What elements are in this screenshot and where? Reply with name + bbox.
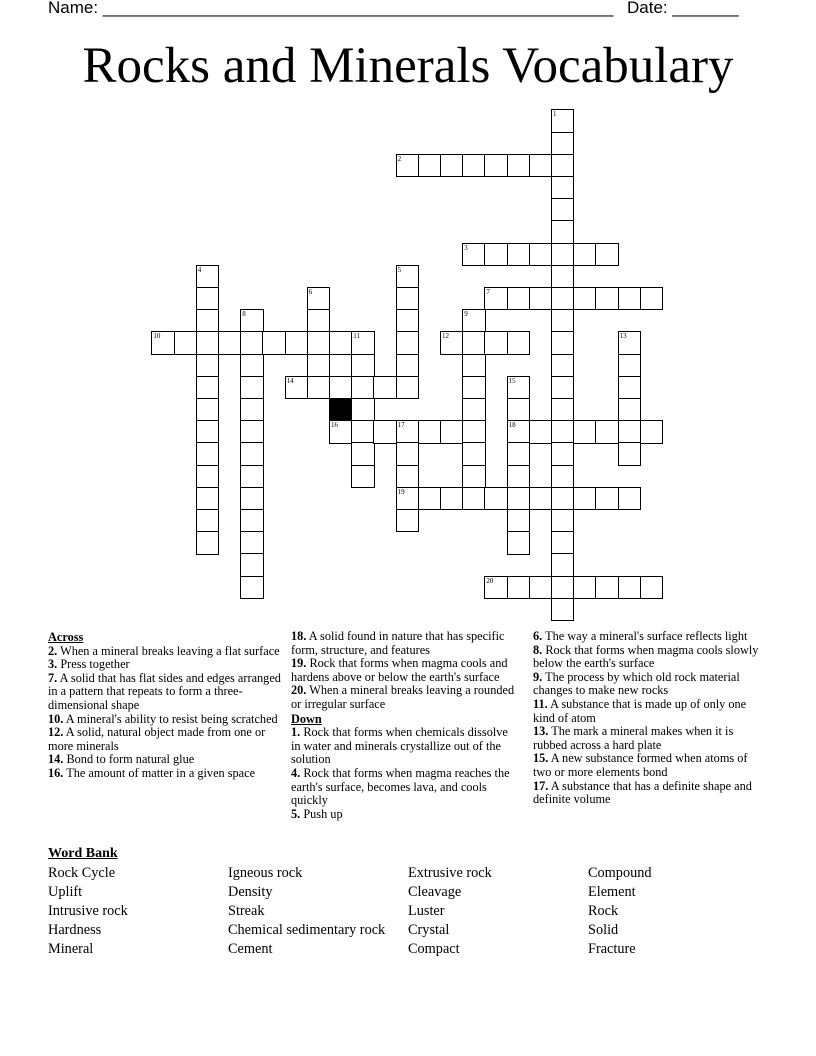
crossword-cell[interactable] <box>240 442 263 465</box>
crossword-cell[interactable] <box>551 398 574 421</box>
crossword-cell[interactable] <box>507 487 530 510</box>
crossword-cell[interactable] <box>396 331 419 354</box>
crossword-cell[interactable] <box>507 376 530 399</box>
clue-number: 3 <box>464 243 468 252</box>
crossword-cell[interactable] <box>618 398 641 421</box>
clue-down-17: 17. A substance that has a definite shape and definite volume <box>533 778 752 807</box>
crossword-cell[interactable] <box>551 331 574 354</box>
clue-down-4: 4. Rock that forms when magma reaches the earth's surface, becomes lava, and cools quickly <box>291 765 510 808</box>
crossword-cell[interactable] <box>595 420 618 443</box>
crossword-cell[interactable] <box>462 487 485 510</box>
crossword-cell[interactable] <box>595 487 618 510</box>
crossword-cell[interactable] <box>573 487 596 510</box>
crossword-cell[interactable] <box>240 354 263 377</box>
crossword-cell[interactable] <box>307 354 330 377</box>
crossword-cell[interactable] <box>196 465 219 488</box>
crossword-cell[interactable] <box>396 265 419 288</box>
crossword-cell[interactable] <box>507 398 530 421</box>
crossword-cell[interactable] <box>396 442 419 465</box>
word-bank-item: Crystal <box>408 921 450 938</box>
crossword-cell[interactable] <box>196 287 219 310</box>
crossword-cell[interactable] <box>440 420 463 443</box>
crossword-cell[interactable] <box>196 509 219 532</box>
crossword-cell[interactable] <box>507 465 530 488</box>
clue-number: 17 <box>397 421 405 430</box>
black-square <box>329 398 352 421</box>
clue-across-16: 16. The amount of matter in a given space <box>48 765 256 780</box>
crossword-cell[interactable] <box>507 243 530 266</box>
crossword-cell[interactable] <box>529 420 552 443</box>
word-bank-item: Fracture <box>588 940 636 957</box>
crossword-cell[interactable] <box>196 376 219 399</box>
clue-down-5: 5. Push up <box>291 806 343 821</box>
clue-across-20: 20. When a mineral breaks leaving a rounded or irregular surface <box>291 683 515 711</box>
clue-number: 7 <box>486 288 490 296</box>
word-bank-item: Rock <box>588 902 619 919</box>
crossword-cell[interactable] <box>418 487 441 510</box>
crossword-cell[interactable] <box>618 576 641 599</box>
clue-number: 5 <box>397 265 402 274</box>
crossword-cell[interactable] <box>529 287 552 310</box>
crossword-cell[interactable] <box>196 265 219 288</box>
crossword-cell[interactable] <box>551 309 574 332</box>
crossword-cell[interactable] <box>551 354 574 377</box>
clue-down-11: 11. A substance that is made up of only one kind of atom <box>533 696 747 725</box>
crossword-cell[interactable] <box>240 509 263 532</box>
clue-down-13: 13. The mark a mineral makes when it is rubbed across a hard plate <box>533 724 734 752</box>
crossword-cell[interactable] <box>462 331 485 354</box>
crossword-cell[interactable] <box>462 354 485 377</box>
crossword-cell[interactable] <box>196 331 219 354</box>
clue-number: 14 <box>286 376 294 385</box>
crossword-cell[interactable] <box>551 442 574 465</box>
clue-across-18: 18. A solid found in nature that has specific form, structure, and features <box>291 629 505 657</box>
crossword-cell[interactable] <box>285 376 308 399</box>
crossword-cell[interactable] <box>440 154 463 177</box>
crossword-cell[interactable] <box>507 531 530 554</box>
crossword-cell[interactable] <box>196 420 219 443</box>
crossword-cell[interactable] <box>396 309 419 332</box>
clue-across-10: 10. A mineral's ability to resist being scratched <box>48 711 278 726</box>
word-bank-item: Extrusive rock <box>408 865 492 881</box>
crossword-cell[interactable] <box>240 398 263 421</box>
crossword-cell[interactable] <box>595 576 618 599</box>
crossword-cell[interactable] <box>440 331 463 354</box>
crossword-cell[interactable] <box>462 420 485 443</box>
crossword-cell[interactable] <box>618 331 641 354</box>
crossword-cell[interactable] <box>551 487 574 510</box>
crossword-cell[interactable] <box>462 309 485 332</box>
crossword-cell[interactable] <box>462 442 485 465</box>
crossword-cell[interactable] <box>484 154 507 177</box>
crossword-cell[interactable] <box>196 354 219 377</box>
crossword-cell[interactable] <box>484 243 507 266</box>
crossword-cell[interactable] <box>462 465 485 488</box>
word-bank-item: Solid <box>588 921 619 938</box>
crossword-cell[interactable] <box>551 420 574 443</box>
clue-across-3: 3. Press together <box>48 657 130 672</box>
crossword-cell[interactable] <box>551 465 574 488</box>
clue-number: 10 <box>153 332 161 341</box>
crossword-cell[interactable] <box>196 531 219 554</box>
across-heading: Across <box>48 630 84 644</box>
clue-number: 4 <box>197 265 202 274</box>
crossword-cell[interactable] <box>240 531 263 554</box>
clue-number: 19 <box>397 487 405 496</box>
word-bank-item: Rock Cycle <box>48 865 116 881</box>
word-bank-item: Uplift <box>48 883 83 900</box>
down-heading: Down <box>291 711 322 726</box>
word-bank-item: Chemical sedimentary rock <box>228 921 386 938</box>
word-bank-item: Streak <box>228 902 265 919</box>
crossword-cell[interactable] <box>396 487 419 510</box>
word-bank-item: Density <box>228 883 273 900</box>
crossword-cell[interactable] <box>551 220 574 243</box>
clue-across-7: 7. A solid that has flat sides and edges arranged in a pattern that repeats to form a three-dimensional shape <box>48 670 281 712</box>
clue-number: 13 <box>619 332 627 341</box>
crossword-cell[interactable] <box>507 442 530 465</box>
crossword-cell[interactable] <box>618 287 641 310</box>
crossword-cell[interactable] <box>351 442 374 465</box>
crossword-cell[interactable] <box>618 487 641 510</box>
clue-number: 15 <box>508 376 516 385</box>
crossword-cell[interactable] <box>373 376 396 399</box>
page-title: Rocks and Minerals Vocabulary <box>82 38 734 94</box>
crossword-cell[interactable] <box>351 354 374 377</box>
crossword-cell[interactable] <box>507 420 530 443</box>
crossword-cell[interactable] <box>551 509 574 532</box>
crossword-cell[interactable] <box>240 376 263 399</box>
word-bank-column-3 <box>408 864 492 959</box>
crossword-cell[interactable] <box>240 331 263 354</box>
crossword-cell[interactable] <box>262 331 285 354</box>
crossword-cell[interactable] <box>573 243 596 266</box>
crossword-cell[interactable] <box>196 309 219 332</box>
word-bank-item: Compound <box>588 865 652 881</box>
word-bank-item: Intrusive rock <box>48 902 128 919</box>
crossword-cell[interactable] <box>551 154 574 177</box>
crossword-cell[interactable] <box>551 109 574 132</box>
crossword-cell[interactable] <box>640 287 663 310</box>
crossword-cell[interactable] <box>551 287 574 310</box>
crossword-cell[interactable] <box>529 576 552 599</box>
clue-column-2 <box>291 630 519 821</box>
crossword-cell[interactable] <box>551 176 574 199</box>
clue-down-9: 9. The process by which old rock material changes to make new rocks <box>533 669 740 698</box>
crossword-cell[interactable] <box>240 309 263 332</box>
crossword-cell[interactable] <box>196 398 219 421</box>
crossword-cell[interactable] <box>618 420 641 443</box>
crossword-cell[interactable] <box>551 132 574 155</box>
clue-number: 8 <box>242 310 246 319</box>
crossword-cell[interactable] <box>285 331 308 354</box>
crossword-cell[interactable] <box>551 598 574 621</box>
crossword-cell[interactable] <box>529 487 552 510</box>
crossword-cell[interactable] <box>507 331 530 354</box>
clue-number: 16 <box>331 421 338 430</box>
clue-down-8: 8. Rock that forms when magma cools slowly below the earth's surface <box>533 642 759 671</box>
crossword-cell[interactable] <box>329 376 352 399</box>
crossword-cell[interactable] <box>618 376 641 399</box>
crossword-cell[interactable] <box>595 287 618 310</box>
crossword-cell[interactable] <box>396 287 419 310</box>
crossword-cell[interactable] <box>462 376 485 399</box>
crossword-cell[interactable] <box>418 420 441 443</box>
crossword-cell[interactable] <box>396 465 419 488</box>
crossword-cell[interactable] <box>529 243 552 266</box>
word-bank-item: Cleavage <box>408 883 462 900</box>
crossword-cell[interactable] <box>640 420 663 443</box>
name-field[interactable]: Name: ______________________________________________________ <box>48 0 614 17</box>
clue-number: 11 <box>353 332 360 341</box>
crossword-cell[interactable] <box>551 576 574 599</box>
clue-column-1 <box>48 630 283 781</box>
crossword-cell[interactable] <box>529 154 552 177</box>
crossword-cell[interactable] <box>373 420 396 443</box>
crossword-cell[interactable] <box>396 154 419 177</box>
clue-down-1: 1. Rock that forms when chemicals dissolve in water and minerals crystallize out of the solution <box>291 725 508 767</box>
crossword-cell[interactable] <box>551 265 574 288</box>
crossword-cell[interactable] <box>351 331 374 354</box>
crossword-cell[interactable] <box>573 576 596 599</box>
crossword-cell[interactable] <box>551 376 574 399</box>
crossword-cell[interactable] <box>573 287 596 310</box>
crossword-cell[interactable] <box>351 398 374 421</box>
crossword-cell[interactable] <box>396 420 419 443</box>
word-bank-item: Element <box>588 883 636 900</box>
clue-down-6: 6. The way a mineral's surface reflects light <box>533 629 748 643</box>
crossword-cell[interactable] <box>151 331 174 354</box>
crossword-cell[interactable] <box>174 331 197 354</box>
word-bank-column-4 <box>588 864 652 959</box>
crossword-cell[interactable] <box>484 331 507 354</box>
word-bank-title: Word Bank <box>48 846 118 861</box>
clue-number: 9 <box>464 310 468 319</box>
clue-number: 6 <box>308 288 313 296</box>
word-bank-item: Compact <box>408 940 460 957</box>
crossword-cell[interactable] <box>307 287 330 310</box>
crossword-cell[interactable] <box>618 354 641 377</box>
crossword-cell[interactable] <box>240 576 263 599</box>
clue-column-3 <box>533 630 763 807</box>
crossword-cell[interactable] <box>418 154 441 177</box>
crossword-cell[interactable] <box>507 576 530 599</box>
crossword-cell[interactable] <box>440 487 463 510</box>
crossword-cell[interactable] <box>551 553 574 576</box>
crossword-cell[interactable] <box>507 287 530 310</box>
crossword-cell[interactable] <box>351 420 374 443</box>
word-bank-column-2 <box>228 864 385 959</box>
crossword-cell[interactable] <box>573 420 596 443</box>
crossword-cell[interactable] <box>240 487 263 510</box>
clue-down-15: 15. A new substance formed when atoms of two or more elements bond <box>533 751 748 779</box>
crossword-cell[interactable] <box>218 331 241 354</box>
crossword-cell[interactable] <box>507 154 530 177</box>
crossword-cell[interactable] <box>462 154 485 177</box>
crossword-cell[interactable] <box>618 442 641 465</box>
crossword-cell[interactable] <box>396 354 419 377</box>
crossword-cell[interactable] <box>484 576 507 599</box>
crossword-cell[interactable] <box>551 243 574 266</box>
crossword-cell[interactable] <box>351 465 374 488</box>
crossword-cell[interactable] <box>462 243 485 266</box>
crossword-cell[interactable] <box>396 509 419 532</box>
word-bank-item: Luster <box>408 902 445 919</box>
word-bank-item: Mineral <box>48 940 94 957</box>
crossword-cell[interactable] <box>196 442 219 465</box>
crossword-cell[interactable] <box>396 376 419 399</box>
date-field[interactable]: Date: _______ <box>627 0 739 17</box>
word-bank-item: Cement <box>228 940 273 957</box>
crossword-cell[interactable] <box>307 376 330 399</box>
clue-number: 12 <box>442 332 449 341</box>
clue-number: 1 <box>553 110 557 119</box>
clue-across-12: 12. A solid, natural object made from one or more minerals <box>48 725 266 753</box>
clue-across-14: 14. Bond to form natural glue <box>48 752 195 767</box>
word-bank-item: Igneous rock <box>228 865 303 881</box>
crossword-cell[interactable] <box>551 531 574 554</box>
crossword-cell[interactable] <box>307 331 330 354</box>
clue-number: 20 <box>486 576 494 585</box>
clue-across-2: 2. When a mineral breaks leaving a flat surface <box>48 643 280 658</box>
crossword-cell[interactable] <box>196 487 219 510</box>
crossword-cell[interactable] <box>307 309 330 332</box>
clue-number: 2 <box>397 154 402 163</box>
crossword-cell[interactable] <box>329 420 352 443</box>
word-bank-column-1 <box>48 864 128 959</box>
crossword-cell[interactable] <box>462 398 485 421</box>
crossword-cell[interactable] <box>484 287 507 310</box>
crossword-cell[interactable] <box>507 509 530 532</box>
word-bank-item: Hardness <box>48 921 102 938</box>
clue-number: 18 <box>508 421 516 430</box>
crossword-cell[interactable] <box>240 420 263 443</box>
crossword-cell[interactable] <box>551 198 574 221</box>
crossword-cell[interactable] <box>329 331 352 354</box>
crossword-cell[interactable] <box>595 243 618 266</box>
crossword-cell[interactable] <box>484 487 507 510</box>
crossword-cell[interactable] <box>640 576 663 599</box>
clue-across-19: 19. Rock that forms when magma cools and hardens above or below the earth's surface <box>291 656 508 684</box>
crossword-cell[interactable] <box>240 553 263 576</box>
crossword-cell[interactable] <box>240 465 263 488</box>
crossword-cell[interactable] <box>351 376 374 399</box>
